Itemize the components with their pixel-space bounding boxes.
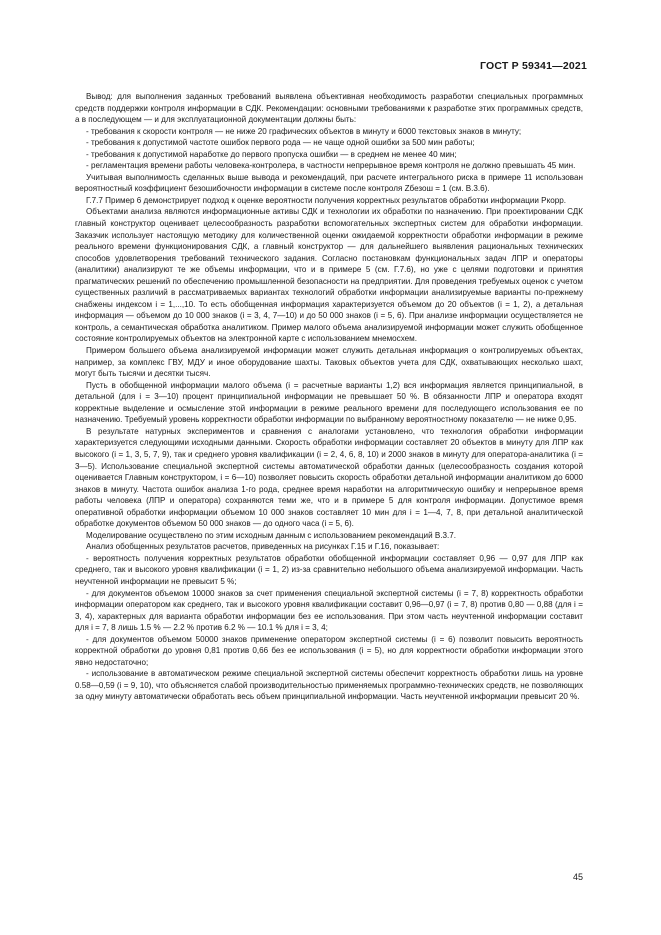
paragraph-experiments: В результате натурных экспериментов и сравнения с аналогами установлено, что технология обработки информации характеризуется следующими исходными данными. Скорость обработки информации составляет 20 объектов в минуту для ЛПР как высокого (i = 1, 3, 5, 7, 9), так и среднего уровня квалификации (i = 2, 4, 6, 8, 10) и 2000 знаков в минуту для оператора-аналитика (i = 3—5). Использование специальной экспертной системы автоматической обработки данных (целесообразность создания которой оценивается Главным конструктором, i = 6—10) позволяет повысить скорость обработки детальной информации аналитиком до 6000 знаков в минуту. Частота ошибок анализа 1-го рода, среднее время наработки на алгоритмическую ошибку и непрерывное время работы человека (ЛПР и оператора) сохраняются теми же, что и в примере 5 для контроля информации. Допустимое время оперативной обработки информации объемом 10 000 знаков составляет 10 мин для i = 1—4, 7, 8, при детальной аналитической обработке документов объемом 50 000 знаков — до одного часа (i = 5, 6). xyxy=(75,426,583,529)
paragraph-generalized-info: Пусть в обобщенной информации малого объема (i = расчетные варианты 1,2) вся информация является принципиальной, в детальной (для i = 3—10) процент принципиальной информации не превышает 50 %. В обязанности ЛПР и оператора входят корректные выделение и осмысление этой информации в режиме реального времени для последующего использования ее по назначению. Требуемый уровень корректности обработки информации по выбранному вероятностному показателю — не ниже 0,95. xyxy=(75,380,583,425)
paragraph-results-intro: Анализ обобщенных результатов расчетов, приведенных на рисунках Г.15 и Г.16, показывает: xyxy=(86,542,440,552)
paragraph-analysis-objects: Объектами анализа являются информационные активы СДК и технологии их обработки по назначению. При проектировании СДК главный конструктор оценивает целесообразность разработки вспомогательных экспертных систем для обработки информации. Заказчик использует настоящую методику для количественной оценки ожидаемой корректности обработки информации в режиме реального времени функционирования СДК, а главный конструктор — для дальнейшего выявления рациональных технических способов удовлетворения требований технического задания. Согласно постановкам функциональных задач ЛПР и операторы (аналитики) анализируют те же объемы информации, что и в примере 5 (см. Г.7.6), но уже с целями подготовки и принятия прагматических решений по обеспечению промышленной безопасности на предприятии. Для проведения требуемых оценок с учетом существенных различий в рассматриваемых вариантах технологий обработки информации анализируемые варианты по-прежнему снабжены индексом i = 1,...,10. То есть обобщенная информация характеризуется объемом до 20 объектов (i = 1, 2), а детальная информация — объемом до 10 000 знаков (i = 3, 4, 7—10) и до 50 000 знаков (i = 5, 6). При анализе информации осуществляется не контроль, а семантическая обработка аналитиком. Пример малого объема анализируемой информации может служить обобщенное состояние контролируемых объектов на электронной карте с использованием мнемосхем. xyxy=(75,207,583,344)
list-item-work-time: - регламентация времени работы человека-контролера, в частности непрерывное время контроля не должно превышать 45 мин. xyxy=(86,161,576,171)
document-body xyxy=(75,91,583,703)
paragraph-larger-volume: Примером большего объема анализируемой информации может служить детальная информация о контролируемых объектах, например, за комплекс ГВУ, МДУ и иное оборудование шахты. Таковых объектов учета для СДК, охватывающих несколько шахт, могут быть тысячи и десятки тысяч. xyxy=(75,346,583,379)
list-item-result-generalized: - вероятность получения корректных результатов обработки обобщенной информации составляет 0,96 — 0,97 для ЛПР как среднего, так и высокого уровня квалификации (i = 1, 2) из-за сравнительно небольшого объема анализируемой информации. Часть неучтенной информации не превысит 5 %; xyxy=(75,553,583,586)
paragraph-modeling: Моделирование осуществлено по этим исходным данным с использованием рекомендаций В.3.7. xyxy=(86,530,456,540)
list-item-result-10000: - для документов объемом 10000 знаков за счет применения специальной экспертной системы (i = 7, 8) корректность обработки информации оператором как среднего, так и высокого уровня квалификации составит 0,96—0,97 (i = 7, 8) против 0,80 — 0,88 (для i = 3, 4), характерных для варианта обработки информации без ее использования. При этом часть неучтенной информации составит для i = 7, 8 лишь 1.5 % — 2.2 % против 6.2 % — 10.1 % для i = 3, 4; xyxy=(75,588,583,633)
document-code-header: ГОСТ Р 59341—2021 xyxy=(479,60,587,72)
paragraph-conclusion: Вывод: для выполнения заданных требований выявлена объективная необходимость разработки специальных программных средств поддержки контроля информации в СДК. Рекомендации: основными требованиями к разработке этих программных средств, а в последующем — и для эксплуатационной документации должны быть: xyxy=(75,92,583,125)
paragraph-feasibility: Учитывая выполнимость сделанных выше вывода и рекомендаций, при расчете интегрального риска в примере 11 использован вероятностный коэффициент безошибочности информации в системе после контроля Zбезош = 1 (см. В.3.6). xyxy=(75,172,583,194)
list-item-mtbf: - требования к допустимой наработке до первого пропуска ошибки — в среднем не менее 40 мин; xyxy=(86,149,457,159)
list-item-error-rate: - требования к допустимой частоте ошибок первого рода — не чаще одной ошибки за 500 мин работы; xyxy=(86,138,475,148)
list-item-speed: - требования к скорости контроля — не ниже 20 графических объектов в минуту и 6000 текстовых знаков в минуту; xyxy=(86,126,522,136)
list-item-result-50000: - для документов объемом 50000 знаков применение оператором экспертной системы (i = 6) позволит повысить вероятность корректной обработки до уровня 0,81 против 0,66 без ее использования (i = 5), но для корректности обработки информации этого явно недостаточно; xyxy=(75,634,583,667)
page-number: 45 xyxy=(572,872,583,882)
paragraph-example-6: Г.7.7 Пример 6 демонстрирует подход к оценке вероятности получения корректных результатов обработки информации Pкорр. xyxy=(86,195,566,205)
list-item-result-automatic: - использование в автоматическом режиме специальной экспертной системы обеспечит корректность обработки лишь на уровне 0.58—0,59 (i = 9, 10), что объясняется слабой производительностью применяемых программно-технических средств, не позволяющих за одну минуту автоматически обработать весь объем принципиальной информации. Часть неучтенной информации превысит 20 %. xyxy=(75,669,583,702)
